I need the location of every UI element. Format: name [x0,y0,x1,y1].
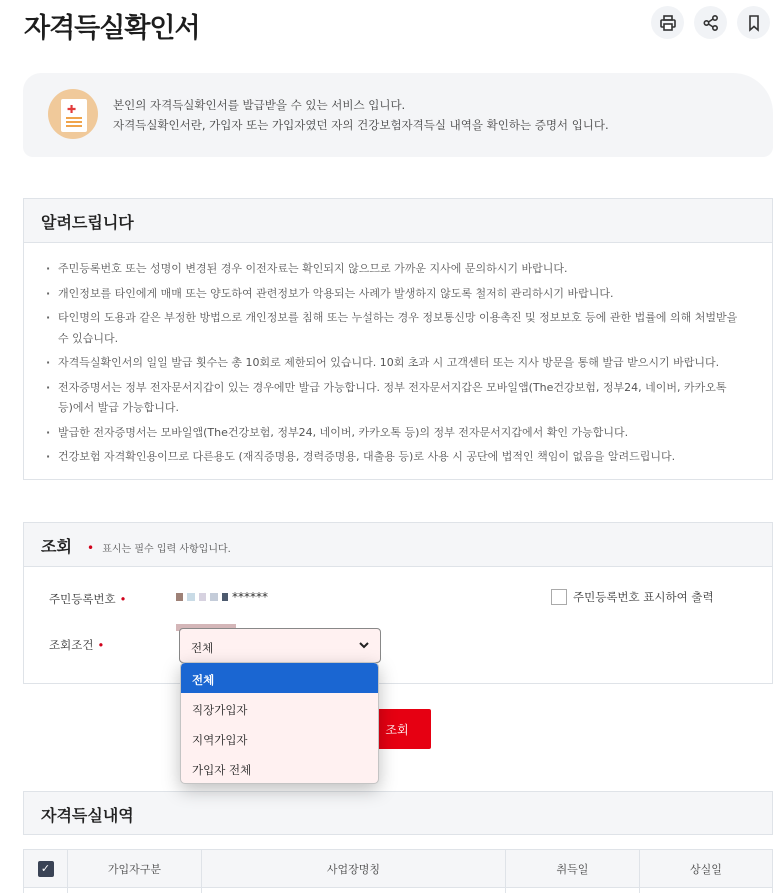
intro-line-2: 자격득실확인서란, 가입자 또는 가입자였던 자의 건강보험자격득실 내역을 확인하는 증명서 입니다. [113,118,609,132]
print-icon [659,14,677,32]
notice-item: · 주민등록번호 또는 성명이 변경된 경우 이전자료는 확인되지 않으므로 가까운 지사에 문의하시기 바랍니다. [46,259,742,280]
option-all-subscribers[interactable]: 가입자 전체 [192,763,252,777]
service-intro [23,73,773,157]
column-header: 취득일 [506,850,640,888]
show-rrn-checkbox[interactable] [551,589,714,605]
query-header [24,523,772,567]
print-button[interactable] [651,6,684,39]
notice-item: · 자격득실확인서의 일일 발급 횟수는 총 10회로 제한되어 있습니다. 10회 초과 시 고객센터 또는 지사 방문을 통해 발급 받으시기 바랍니다. [46,353,742,374]
option-all[interactable]: 전체 [181,663,378,693]
condition-select[interactable] [179,628,381,663]
notice-box [23,198,773,480]
required-note: 표시는 필수 입력 사항입니다. [102,544,231,555]
intro-line-1: 본인의 자격득실확인서를 발급받을 수 있는 서비스 입니다. [113,98,406,112]
share-button[interactable] [694,6,727,39]
certificate-icon: ✚ [48,89,98,139]
condition-label: 조회조건 • [49,638,105,652]
notice-item: · 발급한 전자증명서는 모바일앱(The건강보험, 정부24, 네이버, 카카오톡 등)의 정부 전자문서지갑에서 확인 가능합니다. [46,423,742,444]
history-table [23,849,773,893]
chevron-down-icon [358,639,370,651]
checkbox-box[interactable] [551,589,567,605]
select-all-cell[interactable] [24,850,68,888]
column-header: 상실일 [640,850,773,888]
bookmark-icon [745,14,763,32]
page-title: 자격득실확인서 [24,13,200,44]
table-row [24,888,773,893]
search-button[interactable]: 조회 [363,709,431,749]
option-workplace[interactable]: 직장가입자 [192,703,248,717]
bookmark-button[interactable] [737,6,770,39]
share-icon [702,14,720,32]
condition-dropdown [180,662,379,784]
select-all-checkbox[interactable]: ✓ [38,861,54,877]
query-form [23,522,773,684]
required-mark: • [87,541,95,555]
notice-item: · 타인명의 도용과 같은 부정한 방법으로 개인정보를 침해 또는 누설하는 경우 정보통신망 이용촉진 및 정보보호 등에 관한 법률에 의해 처벌받을 수 있습니다. [46,308,742,349]
condition-selected: 전체 [191,641,214,655]
query-title: 조회 [41,537,72,556]
column-header: 가입자구분 [68,850,202,888]
notice-item: · 전자증명서는 정부 전자문서지갑이 있는 경우에만 발급 가능합니다. 정부 전자문서지갑은 모바일앱(The건강보험, 정부24, 네이버, 카카오톡 등)에서 발급 가능합니다. [46,378,742,419]
show-rrn-label: 주민등록번호 표시하여 출력 [573,590,714,604]
rrn-value [176,590,268,604]
rrn-label: 주민등록번호 • [49,592,127,606]
notice-item: · 개인정보를 타인에게 매매 또는 양도하여 관련정보가 악용되는 사례가 발생하지 않도록 철저히 관리하시기 바랍니다. [46,284,742,305]
notice-title: 알려드립니다 [24,199,772,243]
column-header: 사업장명칭 [202,850,506,888]
rrn-masked: ****** [232,590,268,604]
notice-item: · 건강보험 자격확인용이므로 다른용도 (재직증명용, 경력증명용, 대출용 등)로 사용 시 공단에 법적인 책임이 없음을 알려드립니다. [46,447,742,468]
page-actions [651,6,770,39]
option-regional[interactable]: 지역가입자 [192,733,248,747]
history-title: 자격득실내역 [23,791,773,835]
notice-list [24,243,772,468]
